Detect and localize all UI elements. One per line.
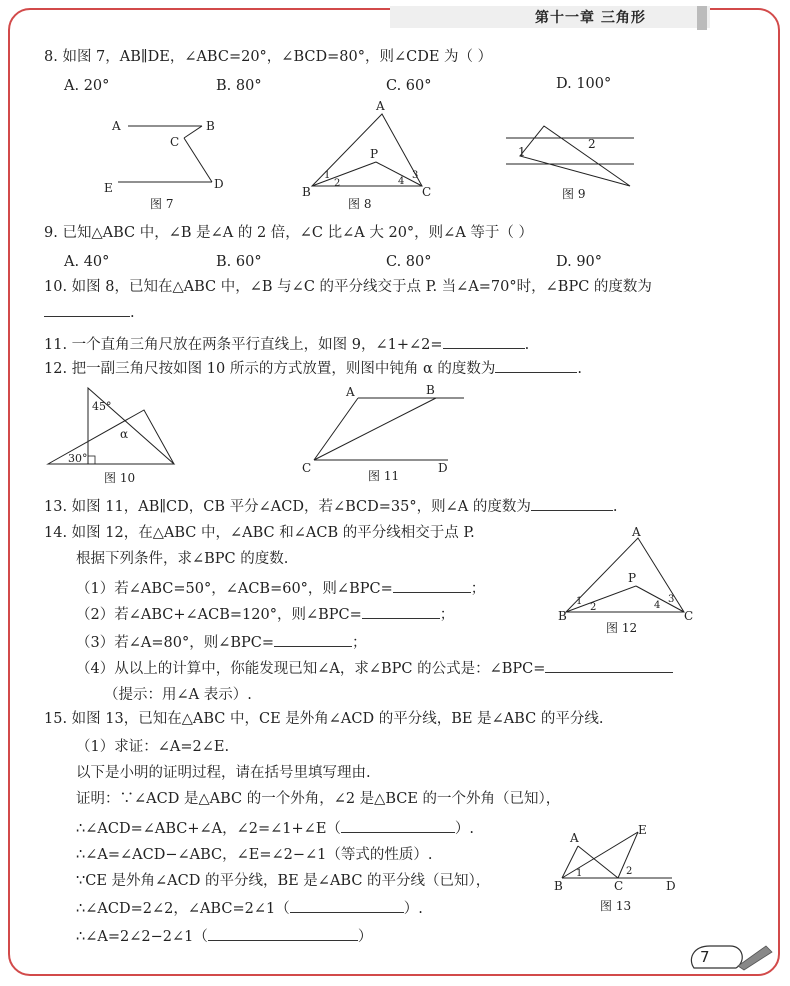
- question-9: 9. 已知△ABC 中，∠B 是∠A 的 2 倍，∠C 比∠A 大 20°，则∠A 等于（ ）: [44, 225, 534, 241]
- q8-option-a: A. 20°: [64, 78, 110, 94]
- proof-6-blank[interactable]: [208, 926, 358, 941]
- q9-option-c: C. 80°: [386, 254, 432, 270]
- svg-text:C: C: [302, 461, 312, 475]
- fig10-caption: 图 10: [104, 471, 136, 485]
- q8-option-c: C. 60°: [386, 78, 432, 94]
- proof-5-blank[interactable]: [290, 898, 404, 913]
- question-12: 12. 把一副三角尺按如图 10 所示的方式放置，则图中钝角 α 的度数为 .: [44, 358, 582, 378]
- fig11-caption: 图 11: [368, 469, 400, 483]
- svg-text:C: C: [684, 609, 694, 623]
- proof-line-5: ∴∠ACD=2∠2，∠ABC=2∠1（ ）.: [76, 898, 423, 918]
- fig8-label-p: P: [370, 147, 379, 161]
- q14-intro: 根据下列条件，求∠BPC 的度数.: [76, 551, 289, 567]
- fig8-label-c: C: [422, 185, 432, 199]
- q9-option-d: D. 90°: [556, 254, 603, 270]
- question-10: 10. 如图 8，已知在△ABC 中，∠B 与∠C 的平分线交于点 P. 当∠A=70°时，∠BPC 的度数为: [44, 279, 652, 295]
- svg-text:A: A: [346, 385, 355, 399]
- svg-text:3: 3: [668, 594, 675, 605]
- question-11: 11. 一个直角三角尺放在两条平行直线上，如图 9，∠1+∠2= .: [44, 334, 529, 354]
- q14-1-blank[interactable]: [393, 578, 471, 593]
- q8-option-d: D. 100°: [556, 76, 612, 92]
- svg-text:P: P: [628, 571, 637, 585]
- fig8-caption: 图 8: [348, 197, 372, 211]
- q15-part-1: （1）求证：∠A=2∠E.: [76, 739, 230, 755]
- fig8-label-b: B: [302, 185, 311, 199]
- proof-line-3: ∴∠A=∠ACD−∠ABC，∠E=∠2−∠1（等式的性质）.: [76, 847, 433, 863]
- fig9-caption: 图 9: [562, 187, 586, 201]
- svg-text:α: α: [120, 427, 129, 441]
- q9-option-b: B. 60°: [216, 254, 262, 270]
- fig12-caption: 图 12: [606, 621, 638, 635]
- fig8-label-a: A: [376, 99, 385, 113]
- figure-12: [556, 524, 706, 639]
- fig7-caption: 图 7: [150, 197, 174, 211]
- svg-text:3: 3: [412, 170, 419, 181]
- svg-text:4: 4: [398, 176, 405, 187]
- fig7-label-d: D: [214, 177, 224, 191]
- svg-text:E: E: [638, 823, 647, 837]
- svg-text:1: 1: [576, 868, 583, 879]
- svg-text:B: B: [554, 879, 563, 893]
- q14-4-blank[interactable]: [545, 658, 673, 673]
- q14-part-3: （3）若∠A=80°，则∠BPC= ；: [76, 632, 367, 652]
- figure-10: [44, 386, 184, 486]
- svg-text:2: 2: [626, 866, 633, 877]
- svg-text:B: B: [558, 609, 567, 623]
- q11-answer-blank[interactable]: [443, 334, 525, 349]
- q14-hint: （提示：用∠A 表示）.: [104, 687, 252, 703]
- page-number: 7: [700, 948, 710, 966]
- svg-text:B: B: [426, 383, 435, 397]
- fig7-label-e: E: [104, 181, 113, 195]
- svg-text:2: 2: [588, 137, 596, 151]
- q13-answer-blank[interactable]: [531, 496, 613, 511]
- svg-text:30°: 30°: [68, 452, 88, 465]
- q14-3-blank[interactable]: [274, 632, 352, 647]
- svg-text:1: 1: [518, 145, 526, 159]
- q14-part-2: （2）若∠ABC+∠ACB=120°，则∠BPC= ；: [76, 604, 454, 624]
- svg-text:2: 2: [334, 178, 341, 189]
- svg-text:A: A: [632, 525, 641, 539]
- q8-option-b: B. 80°: [216, 78, 262, 94]
- question-14: 14. 如图 12，在△ABC 中，∠ABC 和∠ACB 的平分线相交于点 P.: [44, 525, 475, 541]
- header-tab: [697, 6, 707, 30]
- q15-intro: 以下是小明的证明过程，请在括号里填写理由.: [76, 765, 371, 781]
- proof-line-6: ∴∠A=2∠2−2∠1（ ）: [76, 926, 372, 946]
- figure-9: [500, 118, 640, 208]
- svg-text:1: 1: [576, 596, 583, 607]
- q14-part-1: （1）若∠ABC=50°，∠ACB=60°，则∠BPC= ；: [76, 578, 485, 598]
- question-13: 13. 如图 11，AB∥CD，CB 平分∠ACD，若∠BCD=35°，则∠A 的度数为 .: [44, 496, 617, 516]
- figure-8: [298, 100, 448, 210]
- q9-option-a: A. 40°: [64, 254, 110, 270]
- q10-answer-blank[interactable]: [44, 302, 130, 317]
- svg-text:4: 4: [654, 600, 661, 611]
- fig7-label-a: A: [112, 119, 121, 133]
- q14-part-4: （4）从以上的计算中，你能发现已知∠A，求∠BPC 的公式是：∠BPC=: [76, 658, 673, 678]
- svg-text:C: C: [614, 879, 624, 893]
- svg-text:2: 2: [590, 602, 597, 613]
- svg-text:45°: 45°: [92, 400, 112, 413]
- question-15: 15. 如图 13，已知在△ABC 中，CE 是外角∠ACD 的平分线，BE 是∠ABC 的平分线.: [44, 711, 604, 727]
- svg-text:1: 1: [324, 170, 331, 181]
- proof-line-1: 证明：∵∠ACD 是△ABC 的一个外角，∠2 是△BCE 的一个外角（已知），: [76, 791, 561, 807]
- q12-answer-blank[interactable]: [495, 358, 577, 373]
- chapter-title: 第十一章 三角形: [535, 10, 646, 26]
- figure-13: [552, 824, 692, 924]
- pencil-icon: [738, 946, 772, 970]
- question-8: 8. 如图 7，AB∥DE，∠ABC=20°，∠BCD=80°，则∠CDE 为（ ）: [44, 49, 493, 65]
- q14-2-blank[interactable]: [362, 604, 440, 619]
- fig7-label-b: B: [206, 119, 215, 133]
- proof-2-blank[interactable]: [341, 818, 455, 833]
- fig13-caption: 图 13: [600, 899, 632, 913]
- proof-line-4: ∵CE 是外角∠ACD 的平分线，BE 是∠ABC 的平分线（已知），: [76, 873, 491, 889]
- svg-text:D: D: [666, 879, 676, 893]
- fig7-label-c: C: [170, 135, 180, 149]
- proof-line-2: ∴∠ACD=∠ABC+∠A，∠2=∠1+∠E（ ）.: [76, 818, 474, 838]
- svg-text:A: A: [570, 831, 579, 845]
- svg-text:D: D: [438, 461, 448, 475]
- figure-11: [300, 384, 460, 484]
- figure-7: [100, 112, 240, 212]
